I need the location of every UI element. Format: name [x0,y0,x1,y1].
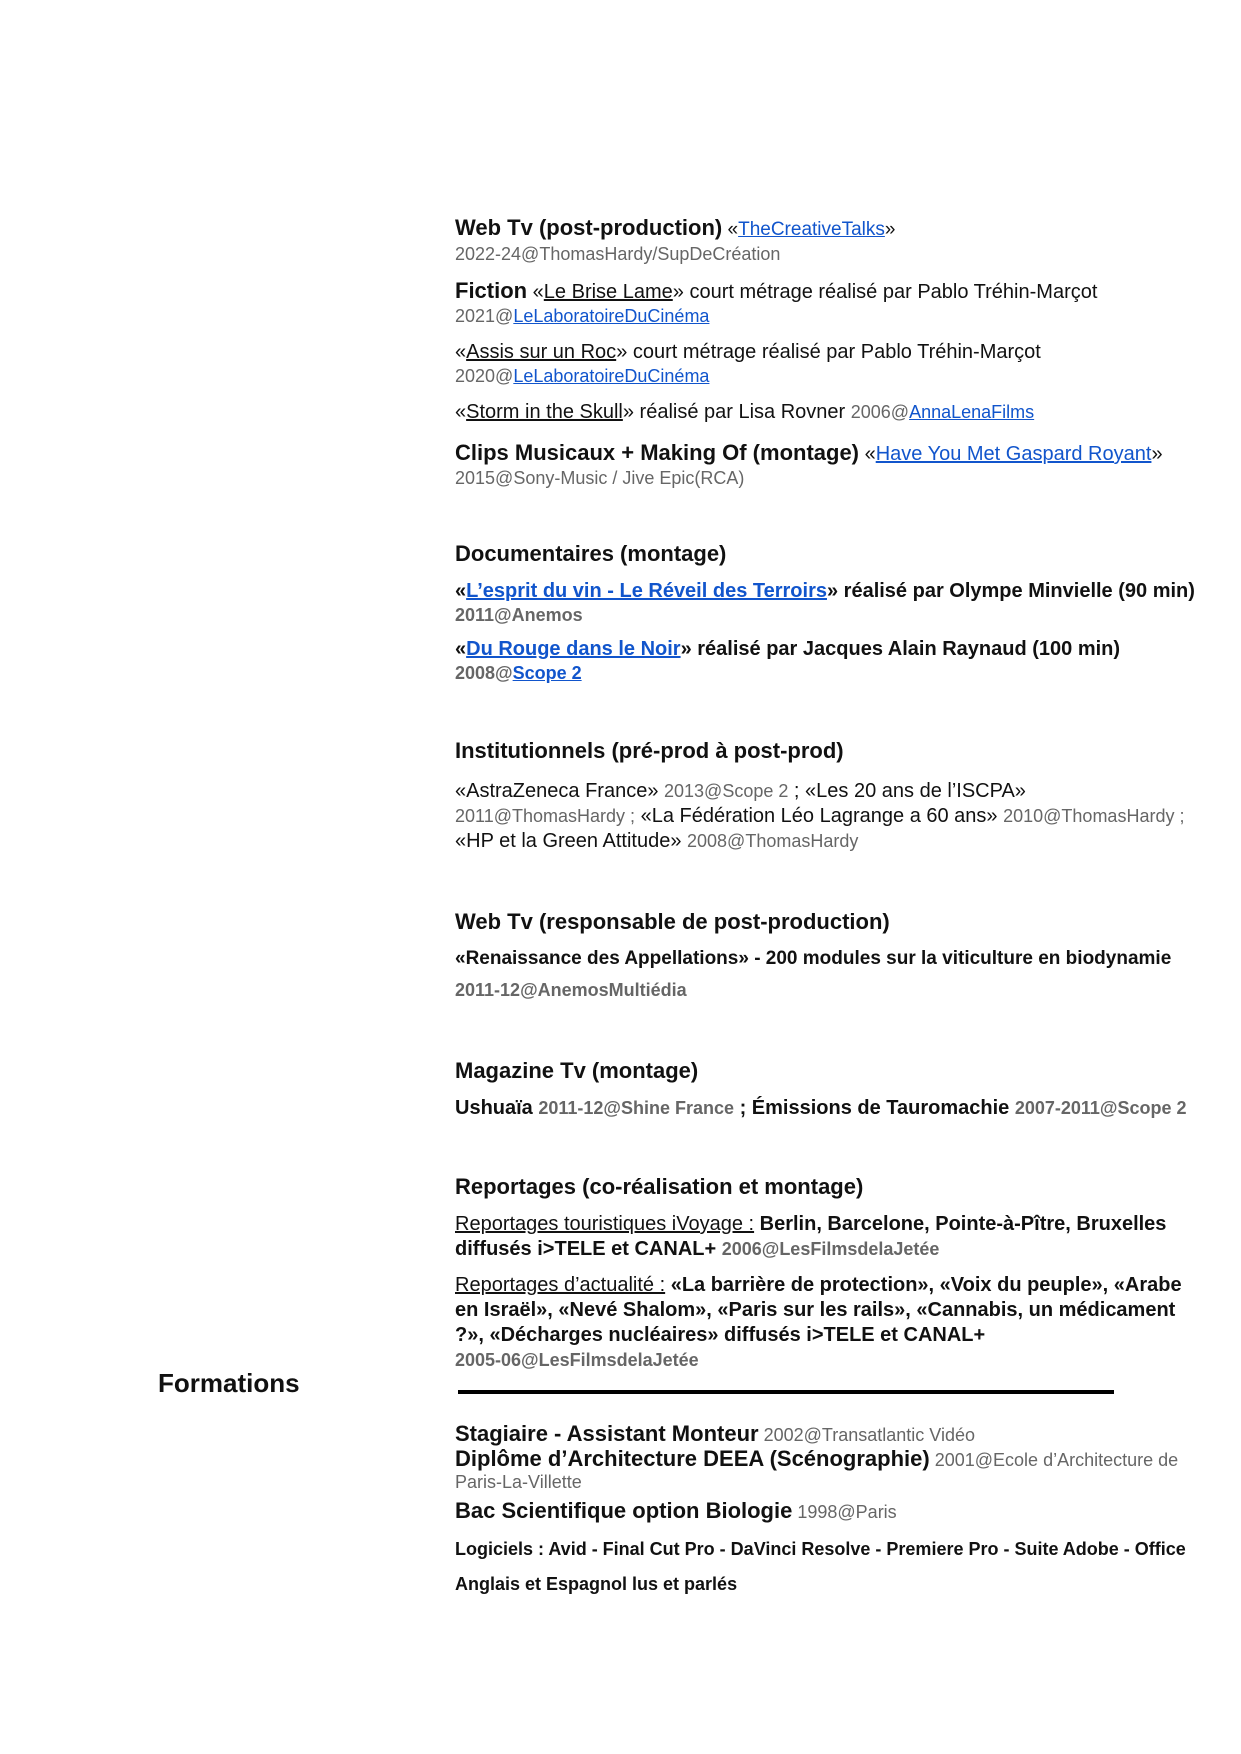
storm-in-the-skull-title: Storm in the Skull [466,401,623,423]
formations-label: Formations [158,1368,300,1398]
reportages-heading: Reportages (co-réalisation et montage) [455,1174,864,1199]
reportages-touristiques: Reportages touristiques iVoyage : Berlin, Barcelone, Pointe-à-Pître, Bruxelles diffusés i>TELE et CANAL+ 2006@LesFilmsdelaJetée [455,1213,1167,1260]
gaspard-royant-link[interactable]: Have You Met Gaspard Royant [875,443,1152,465]
reportages-section [455,1174,1195,1200]
webtv-post-section: Web Tv (post-production) «TheCreativeTalks» 2022-24@ThomasHardy/SupDeCréation [455,215,1195,266]
langues-line: Anglais et Espagnol lus et parlés [455,1574,738,1594]
fiction-item-3: «Storm in the Skull» réalisé par Lisa Rovner 2006@AnnaLenaFilms [455,401,1035,423]
magazine-section [455,1058,1195,1084]
annalenafilms-link[interactable]: AnnaLenaFilms [909,402,1035,422]
documentaires-heading: Documentaires (montage) [455,541,727,566]
institutionnels-list: «AstraZeneca France» 2013@Scope 2 ; «Les 20 ans de l’ISCPA» 2011@ThomasHardy ; «La Fédération Léo Lagrange a 60 ans» 2010@ThomasHardy ; «HP et la Green Attitude» 2008@ThomasHardy [455,780,1185,852]
webtv-resp-heading: Web Tv (responsable de post-production) [455,909,890,934]
magazine-line: Ushuaïa 2011-12@Shine France ; Émissions de Tauromachie 2007-2011@Scope 2 [455,1097,1187,1119]
lelaboratoire-link-2[interactable]: LeLaboratoireDuCinéma [513,366,710,386]
clips-section: Clips Musicaux + Making Of (montage) «Have You Met Gaspard Royant» 2015@Sony-Music / Jive Epic(RCA) [455,440,1195,490]
scope-2-link[interactable]: Scope 2 [512,663,582,683]
magazine-heading: Magazine Tv (montage) [455,1058,699,1083]
institutionnels-heading: Institutionnels (pré-prod à post-prod) [455,738,844,763]
clips-heading: Clips Musicaux + Making Of (montage) [455,440,860,465]
logiciels-line: Logiciels : Avid - Final Cut Pro - DaVinci Resolve - Premiere Pro - Suite Adobe - Office [455,1539,1186,1559]
fiction-heading: Fiction [455,278,528,303]
formation-1-title: Stagiaire - Assistant Monteur [455,1421,759,1446]
documentaire-item-1: «L’esprit du vin - Le Réveil des Terroirs» réalisé par Olympe Minvielle (90 min) 2011@Anemos [455,580,1195,625]
webtv-resp-section [455,909,1195,935]
formation-2-title: Diplôme d’Architecture DEEA (Scénographie) [455,1446,930,1471]
documentaires-section [455,541,1195,567]
lelaboratoire-link-1[interactable]: LeLaboratoireDuCinéma [513,306,710,326]
esprit-du-vin-link[interactable]: L’esprit du vin - Le Réveil des Terroirs [466,580,827,602]
webtv-resp-meta: 2011-12@AnemosMultiédia [455,980,687,1000]
webtv-resp-line: «Renaissance des Appellations» - 200 modules sur la viticulture en biodynamie [455,948,1172,969]
documentaire-1-meta: 2011@Anemos [455,605,583,625]
le-brise-lame-title: Le Brise Lame [543,281,673,303]
fiction-section: Fiction «Le Brise Lame» court métrage réalisé par Pablo Tréhin-Marçot 2021@LeLaboratoireDuCinéma [455,278,1098,326]
thecreativetalks-link[interactable]: TheCreativeTalks [738,219,885,240]
documentaire-item-2: «Du Rouge dans le Noir» réalisé par Jacques Alain Raynaud (100 min) 2008@Scope 2 [455,638,1121,683]
formations-list: Stagiaire - Assistant Monteur 2002@Transatlantic Vidéo Diplôme d’Architecture DEEA (Scénographie) 2001@Ecole d’Architecture de Paris-La-Villette Bac Scientifique option Biologie 1998@Paris Logiciels : Avid - Final Cut Pro - DaVinci Resolve - Premiere Pro - Suite Adobe - Office Anglais et Espagnol lus et parlés [455,1420,1195,1595]
webtv-resp-body [455,947,1195,1002]
webtv-post-heading: Web Tv (post-production) [455,215,723,240]
assis-sur-un-roc-title: Assis sur un Roc [466,341,617,363]
reportages-actualite: Reportages d’actualité : «La barrière de protection», «Voix du peuple», «Arabe en Israël», «Nevé Shalom», «Paris sur les rails», «Cannabis, un médicament ?», «Décharges nucléaires» diffusés i>TELE et CANAL+ 2005-06@LesFilmsdelaJetée [455,1274,1182,1370]
clips-meta: 2015@Sony-Music / Jive Epic(RCA) [455,468,745,488]
institutionnels-section [455,738,1195,764]
du-rouge-dans-le-noir-link[interactable]: Du Rouge dans le Noir [466,638,681,660]
fiction-item-2: «Assis sur un Roc» court métrage réalisé par Pablo Tréhin-Marçot 2020@LeLaboratoireDuCinéma [455,341,1041,386]
webtv-post-meta: 2022-24@ThomasHardy/SupDeCréation [455,244,781,264]
formation-3-title: Bac Scientifique option Biologie [455,1498,793,1523]
section-divider [458,1390,1114,1394]
